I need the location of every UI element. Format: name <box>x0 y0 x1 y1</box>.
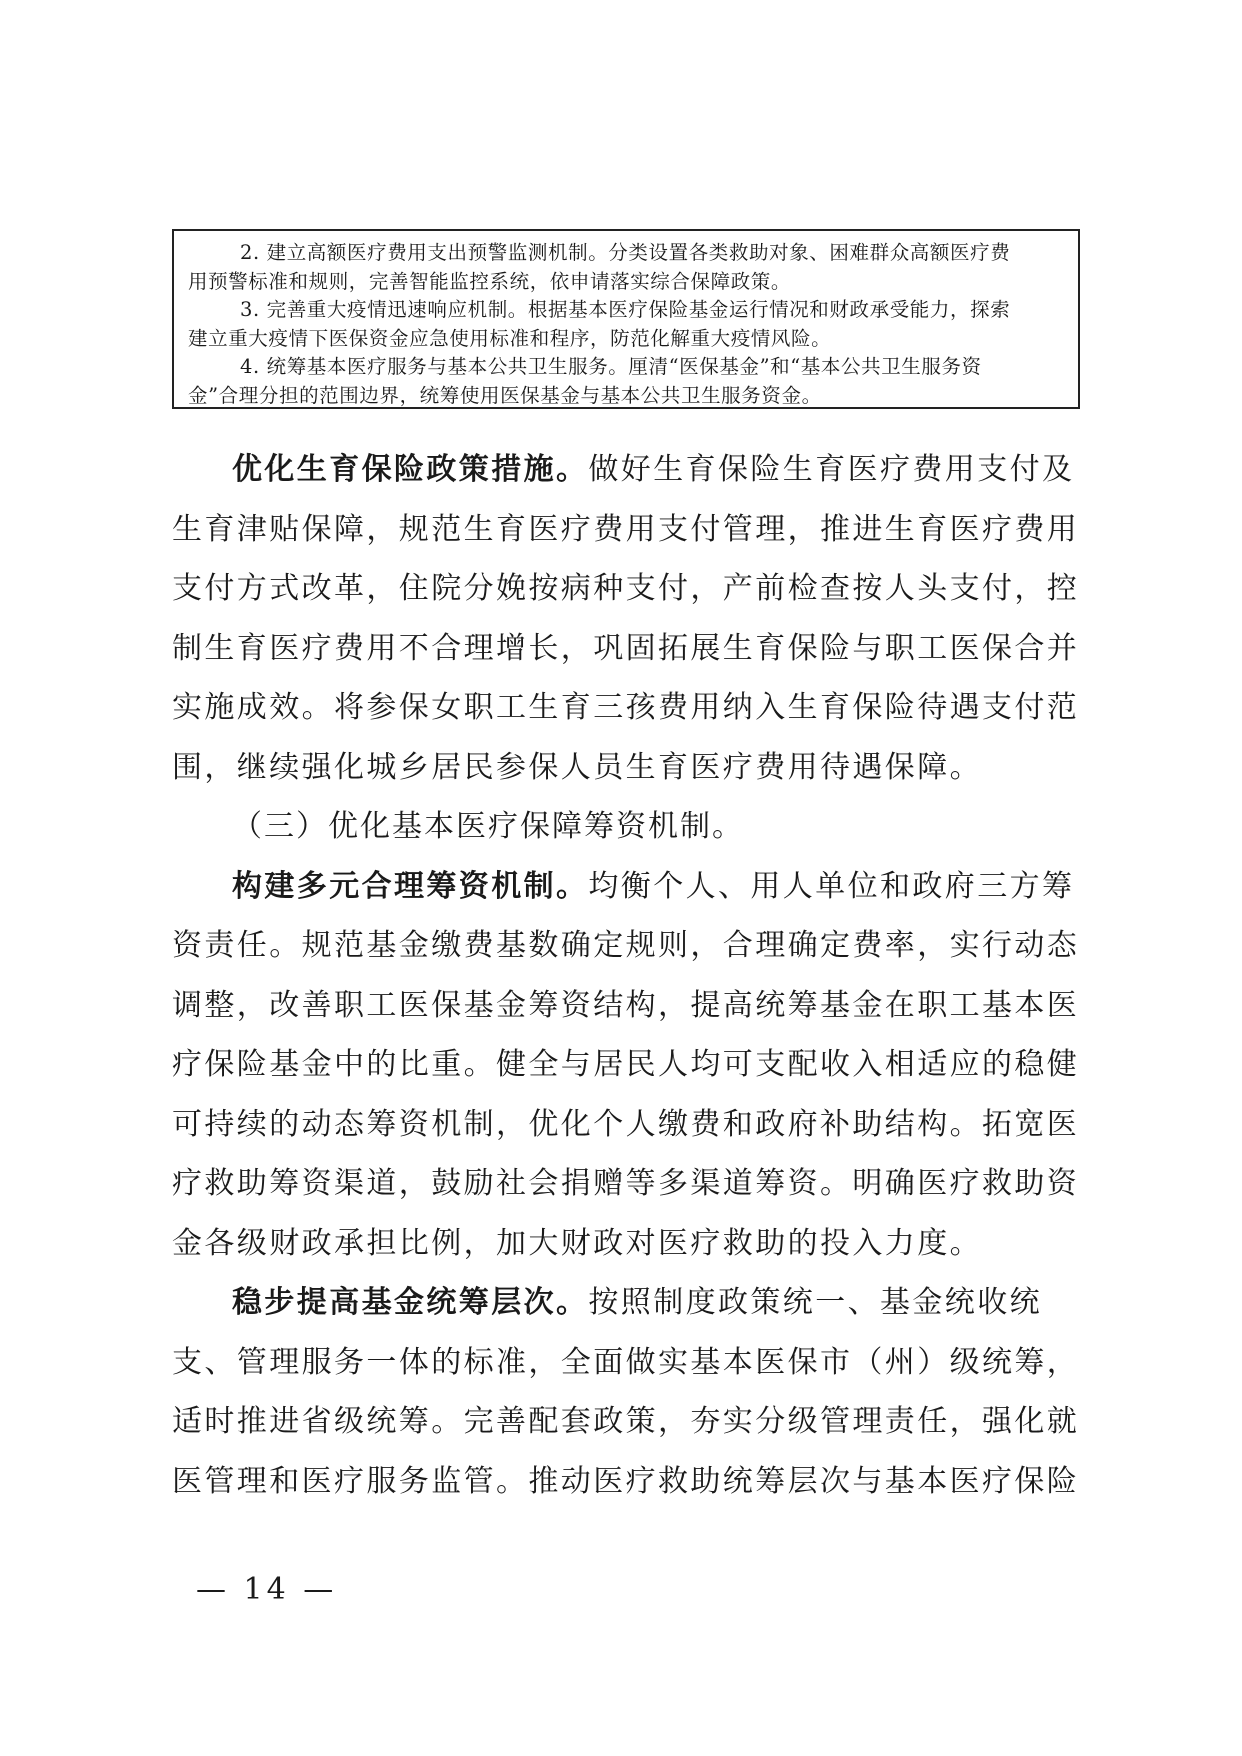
note-line-4: 建立重大疫情下医保资金应急使用标准和程序，防范化解重大疫情风险。 <box>188 326 832 350</box>
note-line-1: 2. 建立高额医疗费用支出预警监测机制。分类设置各类救助对象、困难群众高额医疗费 <box>240 241 1011 264</box>
paragraph-3-line-3: 适时推进省级统筹。完善配套政策，夯实分级管理责任，强化就 <box>172 1404 1080 1439</box>
paragraph-1-line-6: 围，继续强化城乡居民参保人员生育医疗费用待遇保障。 <box>172 749 982 785</box>
paragraph-1-line-2: 生育津贴保障，规范生育医疗费用支付管理，推进生育医疗费用 <box>172 511 1080 547</box>
note-line-3: 3. 完善重大疫情迅速响应机制。根据基本医疗保险基金运行情况和财政承受能力，探索 <box>240 298 1011 321</box>
paragraph-2-line-2: 资责任。规范基金缴费基数确定规则，合理确定费率，实行动态 <box>172 928 1080 963</box>
paragraph-2-line-5: 可持续的动态筹资机制，优化个人缴费和政府补助结构。拓宽医 <box>172 1106 1080 1142</box>
paragraph-2-line-3: 调整，改善职工医保基金筹资结构，提高统筹基金在职工基本医 <box>172 987 1080 1023</box>
paragraph-3-lead: 稳步提高基金统筹层次。 <box>232 1285 589 1320</box>
paragraph-3-line-2: 支、管理服务一体的标准，全面做实基本医保市（州）级统筹， <box>172 1344 1080 1380</box>
paragraph-1-line-4: 制生育医疗费用不合理增长，巩固拓展生育保险与职工医保合并 <box>172 630 1080 666</box>
paragraph-1-line-5: 实施成效。将参保女职工生育三孩费用纳入生育保险待遇支付范 <box>172 690 1080 725</box>
body-text <box>172 440 1092 1511</box>
note-line-2: 用预警标准和规则，完善智能监控系统，依申请落实综合保障政策。 <box>188 269 792 293</box>
note-line-6: 金”合理分担的范围边界，统筹使用医保基金与基本公共卫生服务资金。 <box>188 383 822 407</box>
paragraph-2-line-7: 金各级财政承担比例，加大财政对医疗救助的投入力度。 <box>172 1225 982 1261</box>
paragraph-3-line-4: 医管理和医疗服务监管。推动医疗救助统筹层次与基本医疗保险 <box>172 1463 1080 1499</box>
paragraph-1-line-1 <box>232 440 1092 500</box>
section-heading-3: （三）优化基本医疗保障筹资机制。 <box>232 809 744 844</box>
paragraph-1-lead: 优化生育保险政策措施。 <box>232 452 589 487</box>
paragraph-1-line-3: 支付方式改革，住院分娩按病种支付，产前检查按人头支付，控 <box>172 571 1080 606</box>
page-number: — 14 — <box>196 1572 338 1607</box>
paragraph-3-line-1 <box>232 1273 1092 1333</box>
paragraph-3-text: 按照制度政策统一、基金统收统 <box>588 1285 1043 1320</box>
paragraph-2-lead: 构建多元合理筹资机制。 <box>232 868 589 904</box>
paragraph-1-text: 做好生育保险生育医疗费用支付及 <box>588 452 1075 487</box>
paragraph-2-line-4: 疗保险基金中的比重。健全与居民人均可支配收入相适应的稳健 <box>172 1047 1080 1082</box>
paragraph-2-text: 均衡个人、用人单位和政府三方筹 <box>588 868 1075 904</box>
boxed-note <box>172 229 1080 409</box>
paragraph-2-line-6: 疗救助筹资渠道，鼓励社会捐赠等多渠道筹资。明确医疗救助资 <box>172 1166 1080 1201</box>
note-line-5: 4. 统筹基本医疗服务与基本公共卫生服务。厘清“医保基金”和“基本公共卫生服务资 <box>240 355 982 378</box>
paragraph-2-line-1 <box>232 857 1092 917</box>
